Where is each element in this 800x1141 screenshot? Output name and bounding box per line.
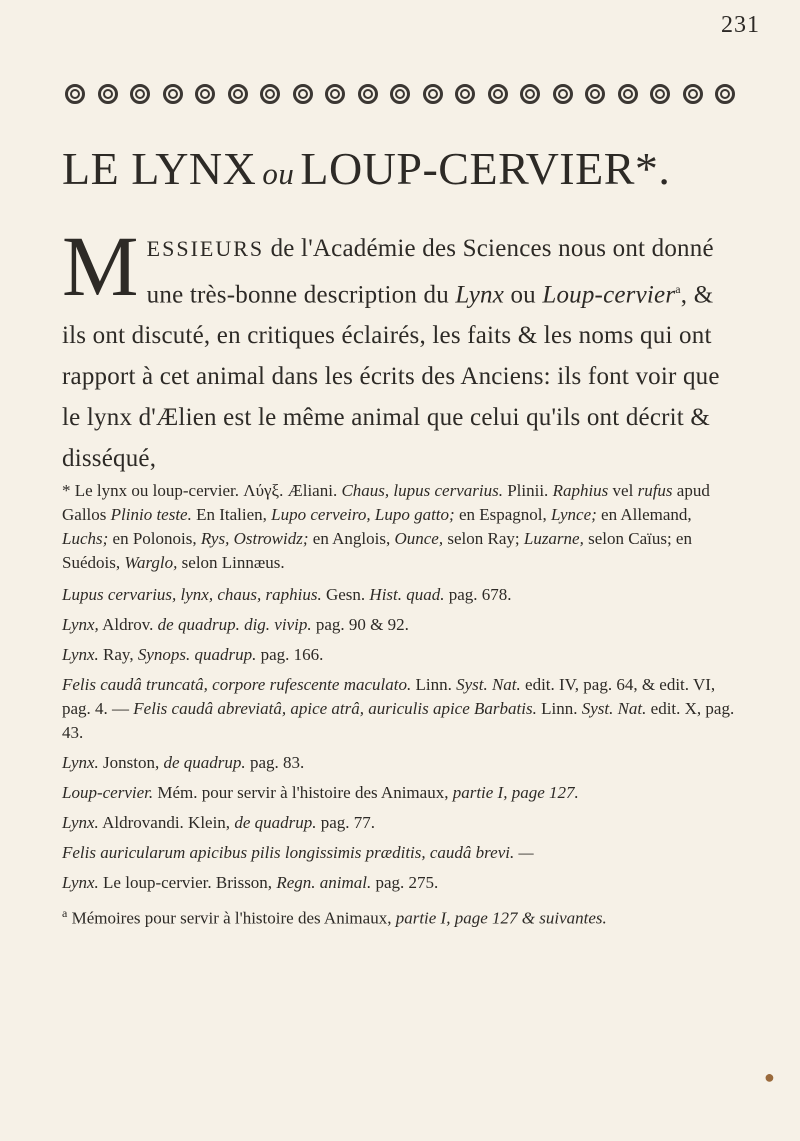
ornament-icon xyxy=(387,83,417,109)
footnote-text: selon Ray; xyxy=(443,529,524,548)
reference-line xyxy=(62,751,742,775)
footnote-text: Lynce; xyxy=(551,505,597,524)
ornament-icon xyxy=(225,83,255,109)
reference-text: Lynx. xyxy=(62,645,99,664)
ornament-icon xyxy=(452,83,482,109)
body-text-1: de l'Académie des Sciences nous ont donné une très-bonne description du xyxy=(146,235,714,309)
reference-text: partie I, page 127. xyxy=(452,783,579,802)
ornament-icon xyxy=(615,83,645,109)
reference-text: Synops. quadrup. xyxy=(137,645,257,664)
footnote-text: en Anglois, xyxy=(308,529,395,548)
page-number: 231 xyxy=(721,12,760,38)
footnote-marker-a: a xyxy=(675,282,681,296)
reference-text: de quadrup. xyxy=(163,753,246,772)
ornament-icon xyxy=(290,83,320,109)
reference-line xyxy=(62,613,742,637)
reference-text: Aldrov. xyxy=(98,615,158,634)
footnote-text: Luchs; xyxy=(62,529,109,548)
ornament-icon xyxy=(95,83,125,109)
reference-line xyxy=(62,781,742,805)
reference-text: de quadrup. dig. vivip. xyxy=(157,615,312,634)
reference-line xyxy=(62,643,742,667)
title-part-2: ou xyxy=(262,156,295,191)
reference-text: Mém. pour servir à l'histoire des Animaux, xyxy=(153,783,453,802)
footnote-text: Ounce, xyxy=(394,529,444,548)
ornament-icon xyxy=(712,83,742,109)
reference-text: pag. 83. xyxy=(245,753,305,772)
footnote-text: en Espagnol, xyxy=(454,505,552,524)
reference-text: Jonston, xyxy=(98,753,164,772)
paper-spot-icon: ● xyxy=(764,1067,775,1087)
body-text-4: Loup-cervier xyxy=(542,281,676,309)
ornament-icon xyxy=(62,83,92,109)
reference-text: Lupus cervarius, lynx, chaus, raphius. xyxy=(62,585,322,604)
footnote-text: en Allemand, xyxy=(596,505,692,524)
drop-cap: M xyxy=(62,218,139,314)
ornament-icon xyxy=(582,83,612,109)
footnote-text: apud Gallos xyxy=(62,481,710,524)
reference-text: pag. 77. xyxy=(316,813,376,832)
footnote-text: Plinio teste. xyxy=(110,505,192,524)
reference-text: Gesn. xyxy=(321,585,370,604)
reference-text: Felis auricularum apicibus pilis longissimis præditis, caudâ brevi. — xyxy=(62,843,534,862)
footnote-text: En Italien, xyxy=(191,505,272,524)
reference-text: Aldrovandi. Klein, xyxy=(98,813,235,832)
ornament-icon xyxy=(257,83,287,109)
reference-line xyxy=(62,673,742,745)
reference-text: Lynx. xyxy=(62,873,99,892)
footnote-text: vel xyxy=(608,481,638,500)
footnote-text: Luzarne, xyxy=(523,529,584,548)
footnote-text: selon Caïus; en Suédois, xyxy=(62,529,692,572)
footnote-text: Plinii. xyxy=(502,481,553,500)
reference-line xyxy=(62,811,742,835)
ornament-icon xyxy=(192,83,222,109)
reference-text: pag. 275. xyxy=(371,873,439,892)
ornament-icon xyxy=(420,83,450,109)
ornament-icon xyxy=(550,83,580,109)
main-paragraph xyxy=(62,218,736,479)
footnote-text: Chaus, lupus cervarius. xyxy=(341,481,503,500)
reference-text: Lynx. xyxy=(62,753,99,772)
reference-text: Loup-cervier. xyxy=(62,783,154,802)
page-title xyxy=(62,143,762,194)
body-text-3: ou xyxy=(504,281,543,309)
decorative-border xyxy=(62,76,742,116)
reference-line xyxy=(62,901,742,931)
ornament-icon xyxy=(485,83,515,109)
ornament-icon xyxy=(355,83,385,109)
reference-line xyxy=(62,841,742,865)
footnote-text: rufus xyxy=(637,481,673,500)
reference-text: Linn. xyxy=(411,675,457,694)
ornament-icon xyxy=(647,83,677,109)
reference-text: Syst. Nat. xyxy=(581,699,647,718)
footnote-text: en Polonois, xyxy=(108,529,201,548)
reference-text: Le loup-cervier. Brisson, xyxy=(98,873,277,892)
footnote-text: * Le lynx ou loup-cervier. Λύγξ. Æliani. xyxy=(62,481,342,500)
reference-text: Ray, xyxy=(98,645,138,664)
ornament-icon xyxy=(680,83,710,109)
reference-text: Lynx. xyxy=(62,813,99,832)
ornament-icon xyxy=(160,83,190,109)
reference-text: Linn. xyxy=(536,699,582,718)
footnote-text: Warglo, xyxy=(124,553,178,572)
reference-text: Syst. Nat. xyxy=(456,675,521,694)
reference-text: Regn. animal. xyxy=(276,873,372,892)
reference-text: partie I, page 127 & suivantes. xyxy=(395,908,607,928)
reference-text: Felis caudâ truncatâ, corpore rufescente maculato. xyxy=(62,675,412,694)
reference-text: pag. 678. xyxy=(444,585,512,604)
reference-line xyxy=(62,583,742,607)
reference-text: Mémoires pour servir à l'histoire des Animaux, xyxy=(67,908,396,928)
footnotes xyxy=(62,479,742,937)
reference-text: pag. 166. xyxy=(256,645,324,664)
body-text-2: Lynx xyxy=(455,281,505,309)
reference-text: edit. X, pag. 43. xyxy=(62,699,735,742)
reference-text: Hist. quad. xyxy=(369,585,445,604)
reference-text: Felis caudâ abreviatâ, apice atrâ, auriculis apice Barbatis. xyxy=(133,699,537,718)
footnote-star xyxy=(62,479,742,575)
body-text-5: , & ils ont discuté, en critiques éclairés, les faits & les noms qui ont rapport à cet animal dans les écrits des Anciens: ils font voir que le lynx d'Ælien est le même animal que celui qu'ils ont décrit & disséqué, xyxy=(62,281,720,473)
footnote-marker: a xyxy=(62,906,68,920)
footnote-text: selon Linnæus. xyxy=(177,553,285,572)
footnote-text: Lupo cerveiro, Lupo gatto; xyxy=(271,505,455,524)
footnote-text: Raphius xyxy=(552,481,609,500)
ornament-icon xyxy=(322,83,352,109)
ornament-icon xyxy=(127,83,157,109)
footnote-text: Rys, Ostrowidz; xyxy=(200,529,309,548)
reference-line xyxy=(62,871,742,895)
reference-text: Lynx, xyxy=(62,615,99,634)
lead-smallcaps: ESSIEURS xyxy=(146,236,265,261)
title-part-3: LOUP-CERVIER*. xyxy=(300,143,671,194)
reference-text: de quadrup. xyxy=(234,813,317,832)
ornament-icon xyxy=(517,83,547,109)
reference-text: pag. 90 & 92. xyxy=(311,615,409,634)
reference-text: edit. IV, pag. 64, & edit. VI, pag. 4. — xyxy=(62,675,716,718)
title-part-1: LE LYNX xyxy=(62,143,257,194)
